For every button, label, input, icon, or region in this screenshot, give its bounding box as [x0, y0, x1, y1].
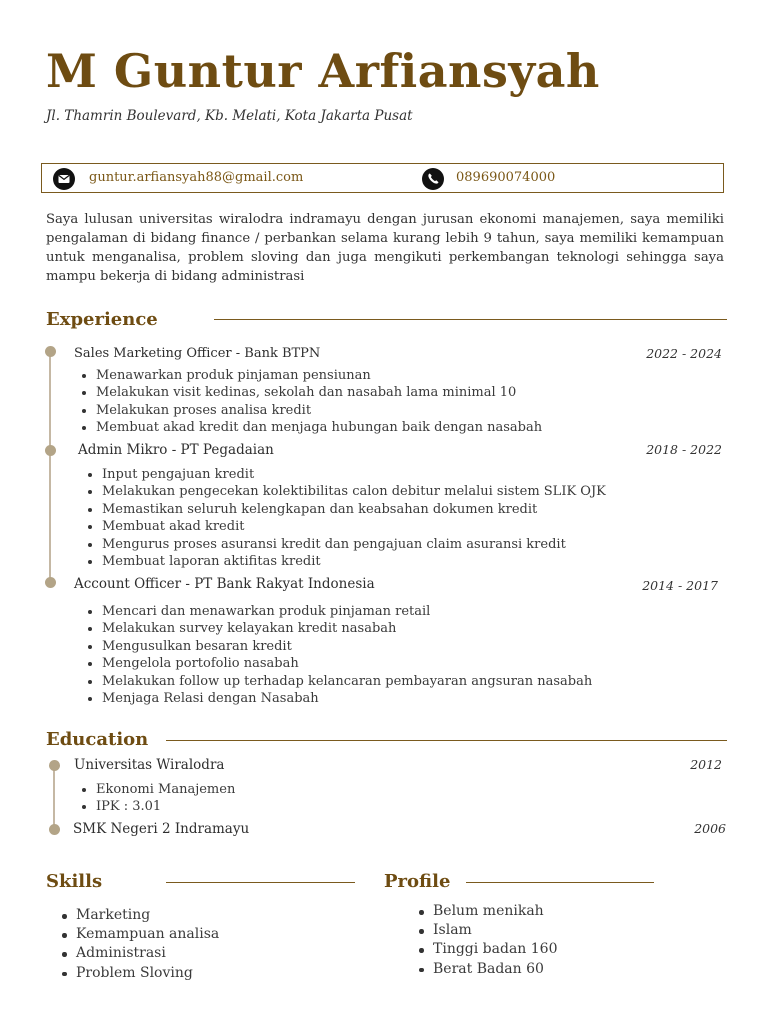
- job-period: 2014 - 2017: [642, 578, 718, 593]
- skills-divider: [166, 882, 355, 883]
- education-details: [76, 781, 235, 816]
- list-item: IPK : 3.01: [76, 798, 235, 815]
- list-item: Mengurus proses asuransi kredit dan pengajuan claim asuransi kredit: [82, 536, 606, 553]
- list-item: Melakukan proses analisa kredit: [76, 402, 542, 419]
- profile-list: [413, 902, 558, 979]
- experience-divider: [214, 319, 727, 320]
- address: Jl. Thamrin Boulevard, Kb. Melati, Kota Jakarta Pusat: [46, 108, 413, 124]
- list-item: Input pengajuan kredit: [82, 466, 606, 483]
- list-item: Mengelola portofolio nasabah: [82, 655, 592, 672]
- list-item: Ekonomi Manajemen: [76, 781, 235, 798]
- skills-heading: Skills: [46, 871, 103, 892]
- mail-icon: [53, 168, 75, 190]
- job-title: Sales Marketing Officer - Bank BTPN: [74, 346, 321, 361]
- list-item: Membuat akad kredit dan menjaga hubungan baik dengan nasabah: [76, 419, 542, 436]
- experience-timeline: [49, 352, 51, 582]
- experience-heading: Experience: [46, 309, 158, 330]
- list-item: Problem Sloving: [56, 964, 219, 983]
- school-name: SMK Negeri 2 Indramayu: [73, 821, 250, 837]
- list-item: Membuat laporan aktifitas kredit: [82, 553, 606, 570]
- education-timeline: [53, 766, 55, 828]
- timeline-dot: [45, 577, 56, 588]
- school-name: Universitas Wiralodra: [74, 757, 225, 773]
- profile-heading: Profile: [384, 871, 451, 892]
- list-item: Menawarkan produk pinjaman pensiunan: [76, 367, 542, 384]
- list-item: Berat Badan 60: [413, 960, 558, 979]
- list-item: Menjaga Relasi dengan Nasabah: [82, 690, 592, 707]
- email-link[interactable]: guntur.arfiansyah88@gmail.com: [89, 170, 304, 185]
- contact-box: [41, 163, 724, 193]
- timeline-dot: [49, 824, 60, 835]
- list-item: Melakukan survey kelayakan kredit nasabah: [82, 620, 592, 637]
- full-name: M Guntur Arfiansyah: [46, 44, 600, 98]
- list-item: Melakukan pengecekan kolektibilitas calon debitur melalui sistem SLIK OJK: [82, 483, 606, 500]
- education-divider: [166, 740, 727, 741]
- job-title: Admin Mikro - PT Pegadaian: [78, 442, 274, 458]
- phone-number[interactable]: 089690074000: [456, 170, 556, 185]
- education-heading: Education: [46, 729, 149, 750]
- job-period: 2022 - 2024: [646, 346, 722, 361]
- summary-paragraph: Saya lulusan universitas wiralodra indramayu dengan jurusan ekonomi manajemen, saya memiliki pengalaman di bidang finance / perbankan selama kurang lebih 9 tahun, saya memiliki kemampuan untuk menganalisa, problem sloving dan juga mengikuti perkembangan teknologi sehingga saya mampu bekerja di bidang administrasi: [46, 212, 724, 284]
- job-period: 2018 - 2022: [646, 442, 722, 457]
- job-duties: [82, 466, 606, 570]
- list-item: Islam: [413, 921, 558, 940]
- list-item: Belum menikah: [413, 902, 558, 921]
- profile-divider: [466, 882, 654, 883]
- list-item: Melakukan visit kedinas, sekolah dan nasabah lama minimal 10: [76, 384, 542, 401]
- education-year: 2006: [694, 821, 726, 836]
- list-item: Membuat akad kredit: [82, 518, 606, 535]
- list-item: Memastikan seluruh kelengkapan dan keabsahan dokumen kredit: [82, 501, 606, 518]
- list-item: Melakukan follow up terhadap kelancaran pembayaran angsuran nasabah: [82, 673, 592, 690]
- job-duties: [82, 603, 592, 707]
- skills-list: [56, 906, 219, 983]
- timeline-dot: [45, 445, 56, 456]
- phone-icon: [422, 168, 444, 190]
- list-item: Mengusulkan besaran kredit: [82, 638, 592, 655]
- timeline-dot: [45, 346, 56, 357]
- list-item: Kemampuan analisa: [56, 925, 219, 944]
- list-item: Tinggi badan 160: [413, 940, 558, 959]
- list-item: Administrasi: [56, 944, 219, 963]
- timeline-dot: [49, 760, 60, 771]
- list-item: Mencari dan menawarkan produk pinjaman retail: [82, 603, 592, 620]
- job-duties: [76, 367, 542, 437]
- list-item: Marketing: [56, 906, 219, 925]
- job-title: Account Officer - PT Bank Rakyat Indonesia: [74, 576, 375, 592]
- education-year: 2012: [690, 757, 722, 772]
